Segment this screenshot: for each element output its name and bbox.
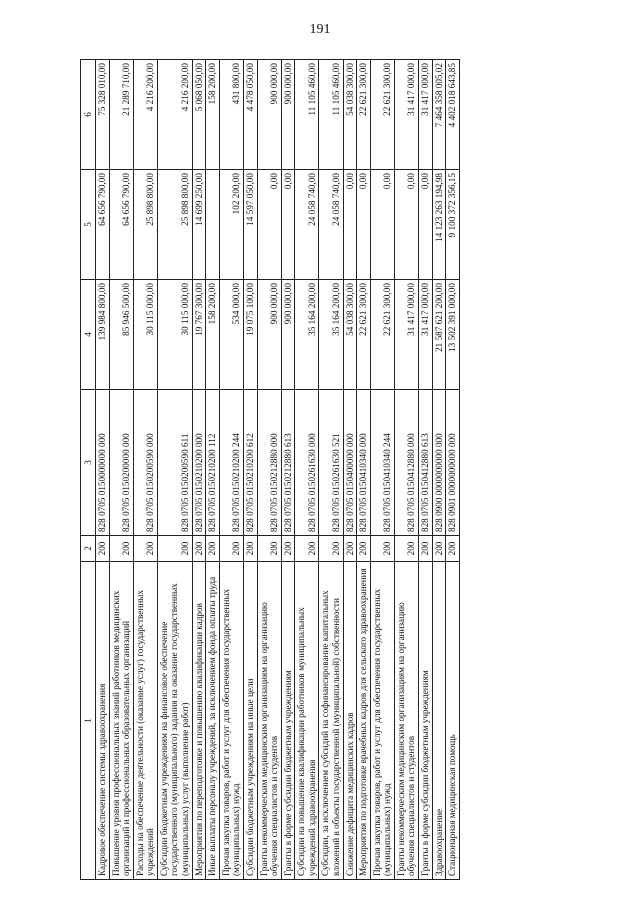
row-value-col4-cell: 31 417 000,00 xyxy=(419,280,433,390)
row-name-cell: Субсидии на повышение квалификации работников муниципальных учреждений здравоохранения xyxy=(295,562,319,880)
row-value-col5-cell: 25 898 800,00 xyxy=(157,170,192,280)
row-value-col4-cell: 35 164 200,00 xyxy=(295,280,319,390)
row-value-col6-cell: 4 402 018 643,85 xyxy=(446,60,460,170)
row-value-col4-cell: 30 115 000,00 xyxy=(157,280,192,390)
row-value-col5-cell: 24 058 740,00 xyxy=(295,170,319,280)
row-classification-cell: 828 0705 0150200590 000 xyxy=(133,390,157,536)
row-value-col5-cell: 0,00 xyxy=(343,170,357,280)
row-classification-cell: 828 0705 0150210200 000 xyxy=(192,390,206,536)
row-code-cell: 200 xyxy=(96,536,110,562)
row-name-cell: Кадровое обеспечение системы здравоохранения xyxy=(96,562,110,880)
row-value-col6-cell: 54 038 300,00 xyxy=(343,60,357,170)
row-code-cell: 200 xyxy=(157,536,192,562)
row-code-cell: 200 xyxy=(206,536,220,562)
row-value-col6-cell: 4 216 200,00 xyxy=(157,60,192,170)
row-classification-cell: 828 0705 0150000000 000 xyxy=(96,390,110,536)
row-classification-cell: 828 0901 0000000000 000 xyxy=(446,390,460,536)
table-body xyxy=(96,60,460,880)
row-classification-cell: 828 0900 0000000000 000 xyxy=(432,390,446,536)
row-value-col4-cell: 13 502 391 000,00 xyxy=(446,280,460,390)
row-code-cell: 200 xyxy=(446,536,460,562)
row-value-col6-cell: 158 200,00 xyxy=(206,60,220,170)
row-name-cell: Прочая закупка товаров, работ и услуг для обеспечения государственных (муниципальных) нужд xyxy=(370,562,394,880)
row-value-col5-cell: 0,00 xyxy=(370,170,394,280)
table-header-row xyxy=(81,60,96,880)
row-code-cell: 200 xyxy=(370,536,394,562)
table-row xyxy=(192,60,206,880)
row-value-col4-cell: 139 984 800,00 xyxy=(96,280,110,390)
row-value-col4-cell: 534 000,00 xyxy=(219,280,243,390)
table-row xyxy=(432,60,446,880)
row-value-col6-cell: 5 068 050,00 xyxy=(192,60,206,170)
table-row xyxy=(419,60,433,880)
row-classification-cell: 828 0705 0150210200 244 xyxy=(219,390,243,536)
row-code-cell: 200 xyxy=(281,536,295,562)
row-value-col6-cell: 75 328 010,00 xyxy=(96,60,110,170)
row-value-col5-cell: 14 699 250,00 xyxy=(192,170,206,280)
row-classification-cell: 828 0705 0150200000 000 xyxy=(109,390,133,536)
row-classification-cell: 828 0705 0150410340 244 xyxy=(370,390,394,536)
row-value-col6-cell: 431 800,00 xyxy=(219,60,243,170)
row-value-col4-cell: 85 946 500,00 xyxy=(109,280,133,390)
row-value-col6-cell: 21 289 710,00 xyxy=(109,60,133,170)
row-name-cell: Прочая закупка товаров, работ и услуг для обеспечения государственных (муниципальных) нужд xyxy=(219,562,243,880)
row-code-cell: 200 xyxy=(343,536,357,562)
table-row xyxy=(357,60,371,880)
column-header: 3 xyxy=(81,390,96,536)
table-row xyxy=(257,60,281,880)
row-code-cell: 200 xyxy=(319,536,343,562)
row-value-col6-cell: 4 478 050,00 xyxy=(243,60,257,170)
column-header: 4 xyxy=(81,280,96,390)
row-code-cell: 200 xyxy=(243,536,257,562)
row-name-cell: Гранты некоммерческим медицинским организациям на организацию обучения специалистов и студентов xyxy=(394,562,418,880)
row-value-col5-cell xyxy=(206,170,220,280)
table-row xyxy=(133,60,157,880)
row-value-col6-cell: 31 417 000,00 xyxy=(394,60,418,170)
page-number: 191 xyxy=(309,22,331,37)
row-code-cell: 200 xyxy=(419,536,433,562)
row-code-cell: 200 xyxy=(109,536,133,562)
row-classification-cell: 828 0705 0150412880 613 xyxy=(419,390,433,536)
row-value-col4-cell: 19 767 300,00 xyxy=(192,280,206,390)
row-code-cell: 200 xyxy=(432,536,446,562)
row-value-col5-cell: 0,00 xyxy=(419,170,433,280)
row-value-col5-cell: 14 597 050,00 xyxy=(243,170,257,280)
table-row xyxy=(295,60,319,880)
row-value-col4-cell: 22 621 300,00 xyxy=(370,280,394,390)
row-value-col5-cell: 25 898 800,00 xyxy=(133,170,157,280)
row-name-cell: Субсидии, за исключением субсидий на софинансирование капитальных вложений в объекты государственной (муниципальной) собственности xyxy=(319,562,343,880)
row-value-col4-cell: 900 000,00 xyxy=(257,280,281,390)
row-classification-cell: 828 0705 0150200590 611 xyxy=(157,390,192,536)
row-value-col4-cell: 54 038 300,00 xyxy=(343,280,357,390)
rotated-table-container xyxy=(80,60,560,880)
row-value-col4-cell: 900 000,00 xyxy=(281,280,295,390)
row-value-col6-cell: 900 000,00 xyxy=(281,60,295,170)
row-value-col4-cell: 31 417 000,00 xyxy=(394,280,418,390)
table-row xyxy=(394,60,418,880)
row-code-cell: 200 xyxy=(133,536,157,562)
row-value-col5-cell: 0,00 xyxy=(394,170,418,280)
column-header: 2 xyxy=(81,536,96,562)
row-value-col5-cell: 0,00 xyxy=(281,170,295,280)
row-value-col5-cell: 64 656 790,00 xyxy=(96,170,110,280)
table-row xyxy=(219,60,243,880)
row-name-cell: Гранты в форме субсидии бюджетным учреждениям xyxy=(281,562,295,880)
row-value-col6-cell: 22 621 300,00 xyxy=(357,60,371,170)
row-name-cell: Субсидии бюджетным учреждениям на иные цели xyxy=(243,562,257,880)
row-value-col4-cell: 19 075 100,00 xyxy=(243,280,257,390)
row-name-cell: Повышение уровня профессиональных знаний работников медицинских организаций и профессиональных образовательных организаций xyxy=(109,562,133,880)
row-name-cell: Мероприятия по подготовке врачебных кадров для сельского здравоохранения xyxy=(357,562,371,880)
row-value-col4-cell: 35 164 200,00 xyxy=(319,280,343,390)
row-code-cell: 200 xyxy=(295,536,319,562)
row-value-col6-cell: 4 216 200,00 xyxy=(133,60,157,170)
row-value-col6-cell: 11 105 460,00 xyxy=(319,60,343,170)
row-name-cell: Мероприятия по переподготовке и повышению квалификации кадров xyxy=(192,562,206,880)
row-value-col6-cell: 11 105 460,00 xyxy=(295,60,319,170)
row-value-col5-cell: 0,00 xyxy=(257,170,281,280)
table-row xyxy=(96,60,110,880)
table-row xyxy=(243,60,257,880)
table-row xyxy=(206,60,220,880)
column-header: 6 xyxy=(81,60,96,170)
column-header: 1 xyxy=(81,562,96,880)
row-name-cell: Расходы на обеспечение деятельности (оказание услуг) государственных учреждений xyxy=(133,562,157,880)
row-value-col4-cell: 22 621 300,00 xyxy=(357,280,371,390)
table-row xyxy=(109,60,133,880)
row-name-cell: Снижение дефицита медицинских кадров xyxy=(343,562,357,880)
table-row xyxy=(343,60,357,880)
row-classification-cell: 828 0705 0150212880 000 xyxy=(257,390,281,536)
row-value-col4-cell: 30 115 000,00 xyxy=(133,280,157,390)
row-code-cell: 200 xyxy=(357,536,371,562)
row-value-col6-cell: 7 464 358 005,02 xyxy=(432,60,446,170)
row-value-col6-cell: 22 621 300,00 xyxy=(370,60,394,170)
row-code-cell: 200 xyxy=(219,536,243,562)
row-value-col6-cell: 900 000,00 xyxy=(257,60,281,170)
row-classification-cell: 828 0705 0150210200 112 xyxy=(206,390,220,536)
row-value-col4-cell: 21 587 621 200,00 xyxy=(432,280,446,390)
row-name-cell: Здравоохранение xyxy=(432,562,446,880)
table-row xyxy=(446,60,460,880)
row-value-col5-cell: 24 058 740,00 xyxy=(319,170,343,280)
row-value-col5-cell: 14 123 263 194,98 xyxy=(432,170,446,280)
table-row xyxy=(319,60,343,880)
table-row xyxy=(157,60,192,880)
row-code-cell: 200 xyxy=(257,536,281,562)
row-classification-cell: 828 0705 0150261630 000 xyxy=(295,390,319,536)
row-classification-cell: 828 0705 0150400000 000 xyxy=(343,390,357,536)
row-value-col4-cell: 158 200,00 xyxy=(206,280,220,390)
row-code-cell: 200 xyxy=(394,536,418,562)
budget-table xyxy=(80,59,460,880)
row-classification-cell: 828 0705 0150210200 612 xyxy=(243,390,257,536)
row-classification-cell: 828 0705 0150410340 000 xyxy=(357,390,371,536)
table-row xyxy=(370,60,394,880)
row-name-cell: Стационарная медицинская помощь xyxy=(446,562,460,880)
row-value-col6-cell: 31 417 000,00 xyxy=(419,60,433,170)
row-value-col5-cell: 64 656 790,00 xyxy=(109,170,133,280)
row-value-col5-cell: 9 100 372 356,15 xyxy=(446,170,460,280)
row-name-cell: Гранты в форме субсидии бюджетным учреждениям xyxy=(419,562,433,880)
row-code-cell: 200 xyxy=(192,536,206,562)
table-row xyxy=(281,60,295,880)
row-value-col5-cell: 0,00 xyxy=(357,170,371,280)
column-header: 5 xyxy=(81,170,96,280)
row-classification-cell: 828 0705 0150412880 000 xyxy=(394,390,418,536)
row-classification-cell: 828 0705 0150212880 613 xyxy=(281,390,295,536)
row-name-cell: Субсидии бюджетным учреждениям на финансовое обеспечение государственного (муниципального) задания на оказание государственных (муниципальных) услуг (выполнение работ) xyxy=(157,562,192,880)
row-name-cell: Иные выплаты персоналу учреждений, за исключением фонда оплаты труда xyxy=(206,562,220,880)
row-classification-cell: 828 0705 0150261630 521 xyxy=(319,390,343,536)
row-value-col5-cell: 102 200,00 xyxy=(219,170,243,280)
row-name-cell: Гранты некоммерческим медицинским организациям на организацию обучения специалистов и студентов xyxy=(257,562,281,880)
